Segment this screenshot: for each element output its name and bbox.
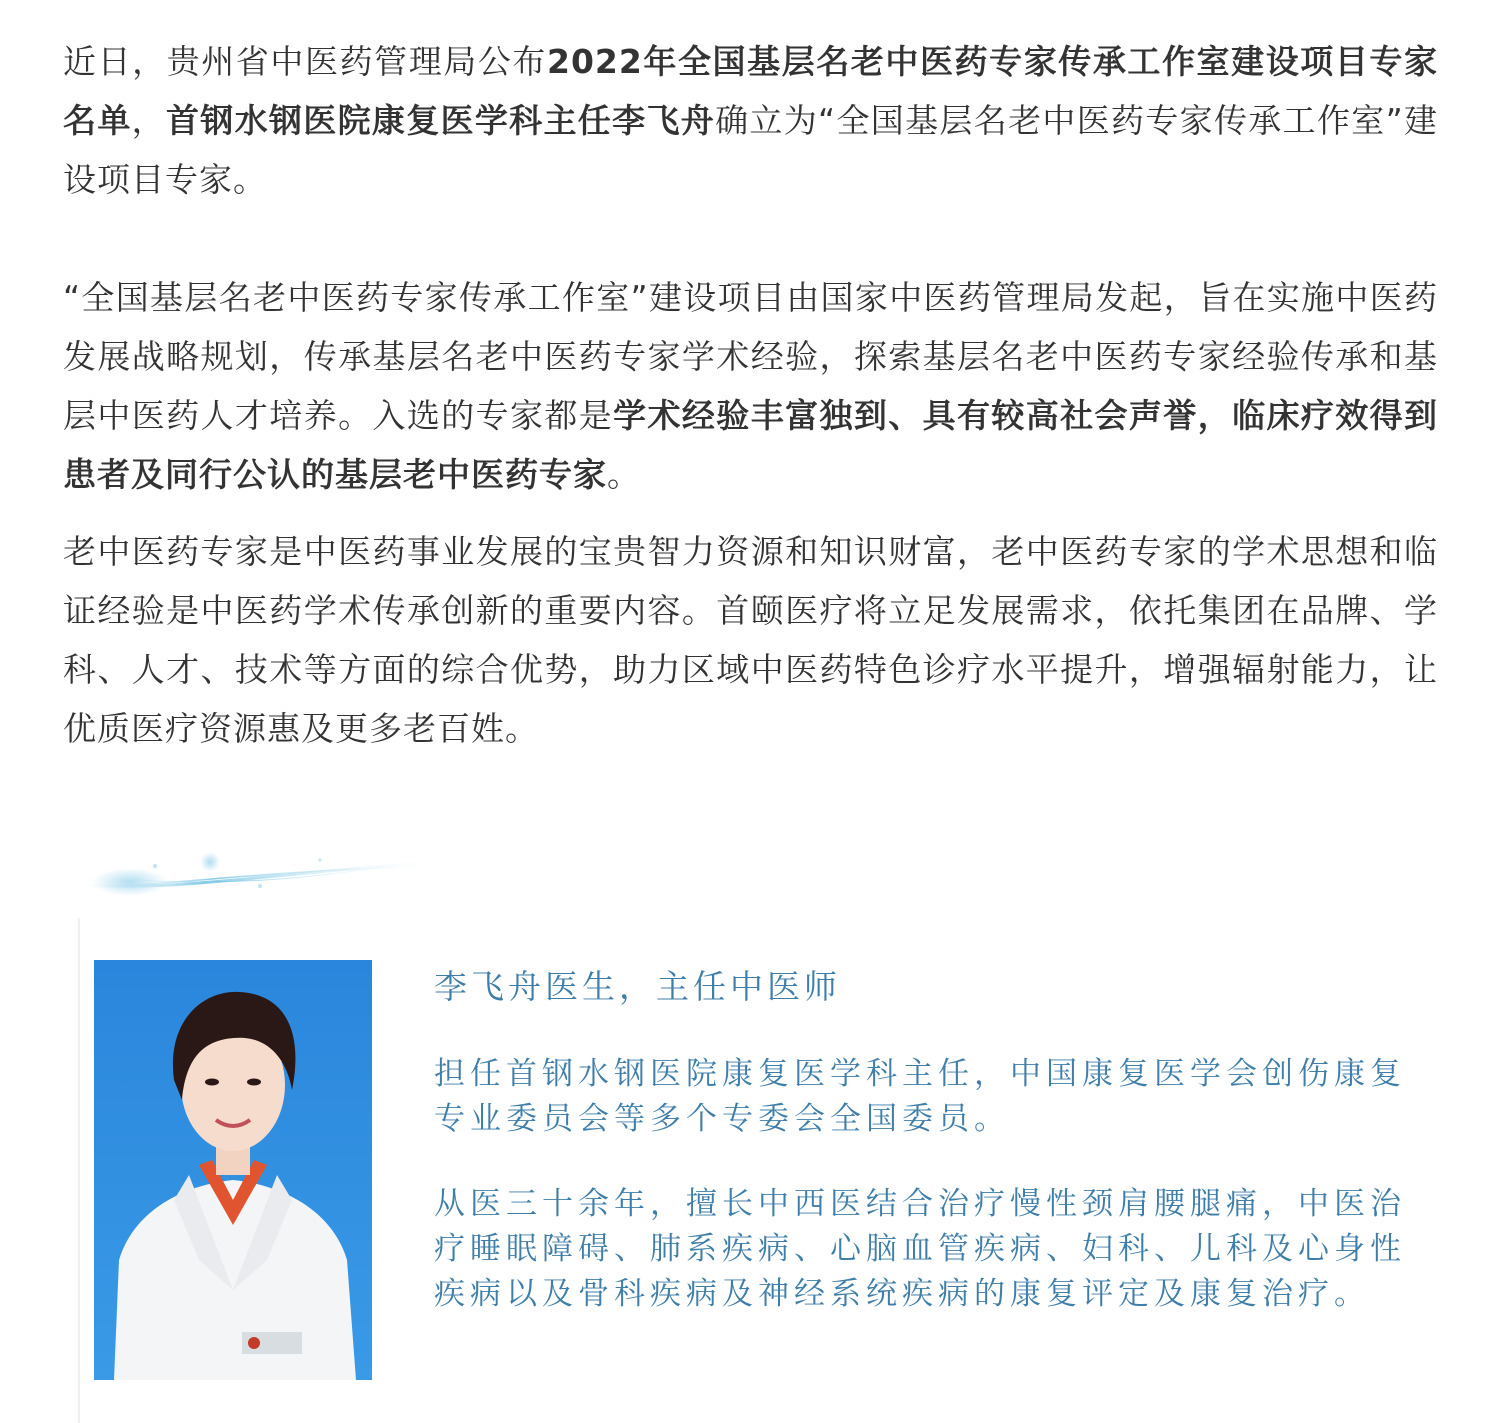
bold-text-expert-criteria: 学术经验丰富独到、具有较高社会声誉，临床疗效得到患者及同行公认的基层老中医药专家: [63, 396, 1439, 494]
paragraph-text: 确立为“全国基层名老中医药专家传承工作室”建设项目专家。: [63, 101, 1439, 199]
doctor-position: 担任首钢水钢医院康复医学科主任，中国康复医学会创伤康复专业委员会等多个专委会全国委员。: [434, 1056, 1406, 1137]
doctor-portrait: [94, 960, 372, 1380]
doctor-name-title: 李飞舟医生，主任中医师: [434, 967, 841, 1006]
doctor-expertise: 从医三十余年，擅长中西医结合治疗慢性颈肩腰腿痛，中医治疗睡眠障碍、肺系疾病、心脑血管疾病、妇科、儿科及心身性疾病以及骨科疾病及神经系统疾病的康复评定及康复治疗。: [434, 1186, 1406, 1312]
paragraph-text: 。: [607, 455, 641, 494]
paragraph-announcement: [63, 32, 1438, 209]
article-body: [63, 32, 1438, 758]
portrait-icon: [94, 960, 372, 1380]
doctor-info: [434, 962, 1414, 1357]
paragraph-project-intro: [63, 268, 1438, 504]
paragraph-text: 老中医药专家是中医药事业发展的宝贵智力资源和知识财富，老中医药专家的学术思想和临证经验是中医药学术传承创新的重要内容。首颐医疗将立足发展需求，依托集团在品牌、学科、人才、技术等方面的综合优势，助力区域中医药特色诊疗水平提升，增强辐射能力，让优质医疗资源惠及更多老百姓。: [63, 532, 1438, 748]
paragraph-text: ，: [131, 101, 166, 140]
paragraph-text: “全国基层名老中医药专家传承工作室”建设项目由国家中医药管理局发起，旨在实施中医药发展战略规划，传承基层名老中医药专家学术经验，探索基层名老中医药专家经验传承和基层中医药人才培养。入选的专家都是: [63, 278, 1438, 435]
paragraph-text: 近日，贵州省中医药管理局公布: [63, 42, 547, 81]
bold-text-project-list: 2022年全国基层名老中医药专家传承工作室建设项目专家名单: [63, 42, 1438, 140]
paragraph-significance: [63, 522, 1438, 758]
decorative-swoosh: [60, 848, 460, 908]
bold-text-doctor-title: 首钢水钢医院康复医学科主任李飞舟: [165, 101, 716, 140]
